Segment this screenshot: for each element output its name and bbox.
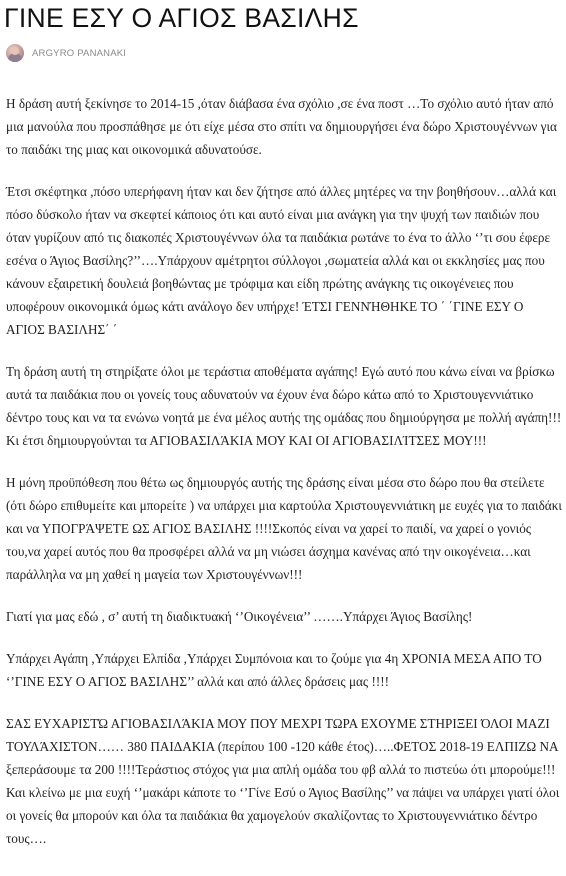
- paragraph-3: Τη δράση αυτή τη στηρίξατε όλοι με τεράστια αποθέματα αγάπης! Εγώ αυτό που κάνω είναι να βρίσκω αυτά τα παιδάκια που οι γονείς τους αδυνατούν να έχουν ένα δώρο κάτω από το Χριστουγεννιάτικο δέντρο τους και να τα ενώνω νοητά με ένα μέλος αυτής της ομάδας που δημιούργησα με πολλή αγάπη!!! Κι έτσι δημιουργούνται τα ΑΓΙΟΒΑΣΙΛΆΚΙΑ ΜΟΥ ΚΑΙ ΟΙ ΑΓΙΟΒΑΣΙΛΊΤΣΕΣ ΜΟΥ!!!: [6, 364, 562, 448]
- paragraph-4: Η μόνη προϋπόθεση που θέτω ως δημιουργός αυτής της δράσης είναι μέσα στο δώρο που θα στείλετε (ότι δώρο επιθυμείτε και μπορείτε ) να υπάρχει μια καρτούλα Χριστουγεννιάτικη με ευχές για το παιδάκι και να ΥΠΟΓΡΆΨΕΤΕ ΩΣ ΑΓΙΟΣ ΒΑΣΙΛΗΣ !!!!Σκοπός είναι να χαρεί το παιδί, να χαρεί ο γονιός του,να χαρεί αυτός που θα προσφέρει αλλά να μη νιώσει άσχημα κανένας από την οικογένεια…και παράλληλα να μη χαθεί η μαγεία των Χριστουγέννων!!!: [6, 475, 562, 582]
- author-name[interactable]: ARGYRO PANANAKI: [32, 47, 127, 59]
- author-byline[interactable]: [6, 43, 126, 63]
- author-avatar-icon[interactable]: [6, 44, 24, 62]
- paragraph-6: Υπάρχει Αγάπη ,Υπάρχει Ελπίδα ,Υπάρχει Συμπόνοια και το ζούμε για 4η ΧΡΟΝΙΑ ΜΕΣΑ ΑΠΟ ΤΟ ‘’ΓΙΝΕ ΕΣΥ Ο ΑΓΙΟΣ ΒΑΣΙΛΗΣ’’ αλλά και από άλλες δράσεις μας !!!!: [6, 651, 542, 689]
- paragraph-7: ΣΑΣ ΕΥΧΑΡΙΣΤΏ ΑΓΙΟΒΑΣΙΛΆΚΙΑ ΜΟΥ ΠΟΥ ΜΕΧΡΙ ΤΩΡΑ ΕΧΟΥΜΕ ΣΤΗΡΙΞΕΙ ΌΛΟΙ ΜΑΖΙ ΤΟΥΛΆΧΙΣΤΟΝ…… 380 ΠΑΙΔΑΚΙΑ (περίπου 100 -120 κάθε έτος)…..ΦΕΤΟΣ 2018-19 ΕΛΠΙΖΩ ΝΑ ξεπεράσουμε τα 200 !!!!Τεράστιος στόχος για μια απλή ομάδα του φβ αλλά το πιστεύω ότι μπορούμε!!! Και κλείνω με μια ευχή ‘’μακάρι κάποτε το ‘’Γίνε Εσύ ο Άγιος Βασίλης’’ να πάψει να υπάρχει γιατί όλοι οι γονείς θα μπορούν και όλα τα παιδάκια θα χαμογελούν σκαλίζοντας το Χριστουγεννιάτικο δέντρο τους….: [6, 716, 560, 846]
- paragraph-2: Έτσι σκέφτηκα ,πόσο υπερήφανη ήταν και δεν ζήτησε από άλλες μητέρες να την βοηθήσουν…αλλά και πόσο δύσκολο ήταν να σκεφτεί κάποιος ότι και αυτό είναι μια ανάγκη για την ψυχή των παιδιών που όταν γυρίζουν από τις διακοπές Χριστουγέννων όλα τα παιδάκια ρωτάνε το ένα το άλλο ‘’τι σου έφερε εσένα ο Άγιος Βασίλης?’’….Υπάρχουν αμέτρητοι σύλλογοι ,σωματεία αλλά και οι εκκλησίες μας που κάνουν εξαιρετική δουλειά βοηθώντας με τρόφιμα και είδη πρώτης ανάγκης τις οικογένειες που υποφέρουν οικονομικά όμως κάτι ανάλογο δεν υπήρχε! ΈΤΣΙ ΓΕΝΝΉΘΗΚΕ ΤΟ ΄ ΄ΓΙΝΕ ΕΣΥ Ο ΑΓΙΟΣ ΒΑΣΙΛΗΣ΄ ΄: [6, 184, 557, 337]
- paragraph-1: Η δράση αυτή ξεκίνησε το 2014-15 ,όταν διάβασα ένα σχόλιο ,σε ένα ποστ …Το σχόλιο αυτό ήταν από μια μανούλα που προσπάθησε με ότι είχε μέσα στο σπίτι να δημιουργήσει ένα δώρο Χριστουγέννων για το παιδάκι της μιας και οικονομικά αδυνατούσε.: [6, 96, 557, 157]
- paragraph-5: Γιατί για μας εδώ , σ’ αυτή τη διαδικτυακή ‘’Οικογένεια’’ …….Υπάρχει Άγιος Βασίλης!: [6, 609, 473, 624]
- article-body: [6, 92, 564, 869]
- article-title: ΓΙΝΕ ΕΣΥ Ο ΑΓΙΟΣ ΒΑΣΙΛΗΣ: [4, 3, 359, 33]
